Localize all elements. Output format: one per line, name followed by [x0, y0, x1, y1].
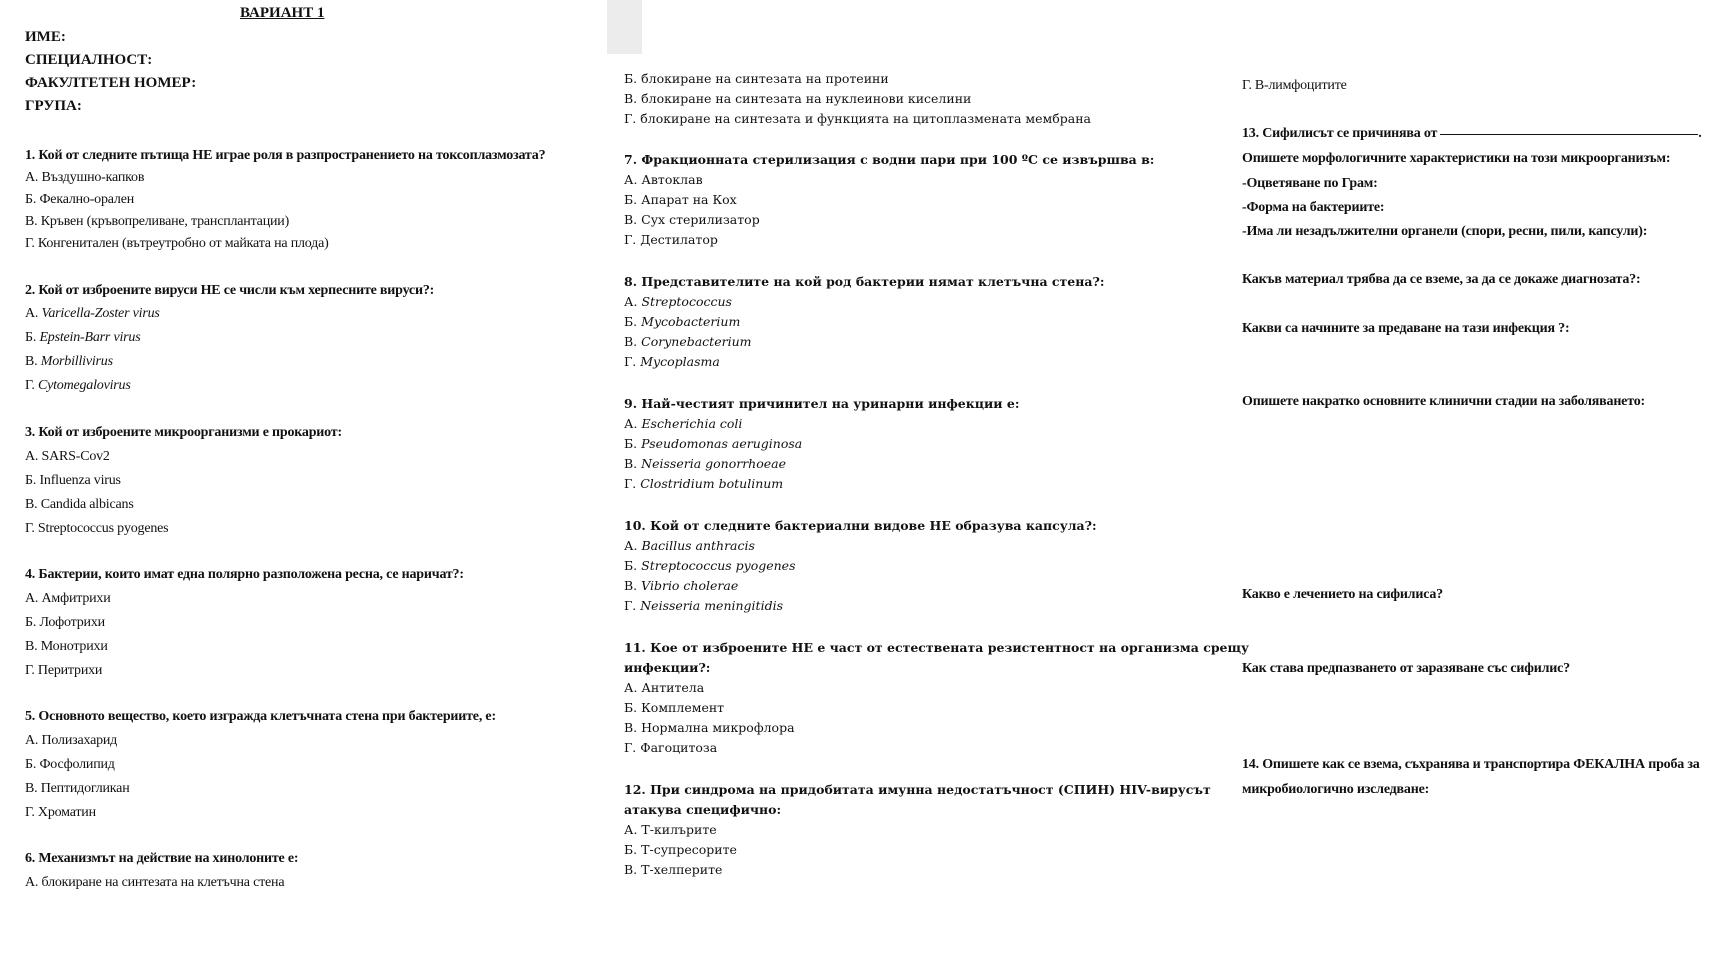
q2-option-b: Б. Epstein-Barr virus: [25, 330, 141, 345]
q1-option-d: Г. Конгенитален (вътреутробно от майката на плода): [25, 236, 329, 251]
q10-option-b: Б. Streptococcus pyogenes: [624, 558, 796, 573]
q7-option-b: Б. Апарат на Кох: [624, 192, 737, 207]
question-6: 6. Механизмът на действие на хинолоните е:: [25, 851, 299, 866]
q10-option-c: В. Vibrio cholerae: [624, 578, 739, 593]
question-1: 1. Кой от следните пътища НЕ играе роля в разпространението на токсоплазмозата?: [25, 148, 546, 163]
question-10: 10. Кой от следните бактериални видове НЕ образува капсула?:: [624, 518, 1097, 533]
q7-option-a: А. Автоклав: [624, 172, 703, 187]
q13-clinical-stages-prompt: Опишете накратко основните клинични стадии на заболяването:: [1242, 394, 1645, 409]
q13-material-prompt: Какъв материал трябва да се вземе, за да се докаже диагнозата?:: [1242, 272, 1641, 287]
q9-option-c: В. Neisseria gonorrhoeae: [624, 456, 786, 471]
q2-option-d: Г. Cytomegalovirus: [25, 378, 131, 393]
question-12-line-1: 12. При синдрома на придобитата имунна недостатъчност (СПИН) HIV-вирусът: [624, 782, 1211, 797]
specialty-field-label: СПЕЦИАЛНОСТ:: [25, 52, 153, 68]
q8-option-a: А. Streptococcus: [624, 294, 732, 309]
question-13: 13. Сифилисът се причинява от .: [1242, 126, 1702, 141]
q6-option-c: В. блокиране на синтезата на нуклеинови киселини: [624, 91, 972, 106]
question-14-line-2: микробиологично изследване:: [1242, 782, 1430, 797]
q4-option-c: В. Монотрихи: [25, 639, 108, 654]
q13-shape-prompt: -Форма на бактериите:: [1242, 200, 1385, 215]
q5-option-b: Б. Фосфолипид: [25, 757, 115, 772]
q1-option-c: В. Кръвен (кръвопреливане, трансплантации): [25, 214, 290, 229]
name-field-label: ИМЕ:: [25, 29, 66, 45]
q1-option-b: Б. Фекално-орален: [25, 192, 135, 207]
q11-option-c: В. Нормална микрофлора: [624, 720, 795, 735]
faculty-number-field-label: ФАКУЛТЕТЕН НОМЕР:: [25, 75, 197, 91]
q11-option-a: А. Антитела: [624, 680, 705, 695]
question-14-line-1: 14. Опишете как се взема, съхранява и транспортира ФЕКАЛНА проба за: [1242, 757, 1700, 772]
q13-gram-stain-prompt: -Оцветяване по Грам:: [1242, 176, 1378, 191]
q13-morphology-prompt: Опишете морфологичните характеристики на този микроорганизъм:: [1242, 151, 1671, 166]
q7-option-d: Г. Дестилатор: [624, 232, 718, 247]
q9-option-d: Г. Clostridium botulinum: [624, 476, 784, 491]
q13-organelles-prompt: -Има ли незадължителни органели (спори, ресни, пили, капсули):: [1242, 224, 1648, 239]
q6-option-b: Б. блокиране на синтезата на протеини: [624, 71, 889, 86]
question-3: 3. Кой от изброените микроорганизми е прокариот:: [25, 425, 342, 440]
q5-option-a: А. Полизахарид: [25, 733, 118, 748]
q2-option-a: А. Varicella-Zoster virus: [25, 306, 160, 321]
question-4: 4. Бактерии, които имат една полярно разположена ресна, се наричат?:: [25, 567, 464, 582]
q6-option-a: А. блокиране на синтезата на клетъчна стена: [25, 875, 285, 890]
q3-option-b: Б. Influenza virus: [25, 473, 121, 488]
q3-option-a: А. SARS-Cov2: [25, 449, 110, 464]
q13-prevention-prompt: Как става предпазването от заразяване със сифилис?: [1242, 661, 1570, 676]
question-8: 8. Представителите на кой род бактерии нямат клетъчна стена?:: [624, 274, 1105, 289]
q5-option-d: Г. Хроматин: [25, 805, 96, 820]
q3-option-d: Г. Streptococcus pyogenes: [25, 521, 169, 536]
q13-treatment-prompt: Какво е лечението на сифилиса?: [1242, 587, 1443, 602]
q12-option-a: А. Т-килърите: [624, 822, 717, 837]
q4-option-a: А. Амфитрихи: [25, 591, 111, 606]
q1-option-a: А. Въздушно-капков: [25, 170, 145, 185]
q8-option-d: Г. Mycoplasma: [624, 354, 720, 369]
q10-option-d: Г. Neisseria meningitidis: [624, 598, 783, 613]
question-11-line-2: инфекции?:: [624, 660, 711, 675]
question-12-line-2: атакува специфично:: [624, 802, 782, 817]
q5-option-c: В. Пептидогликан: [25, 781, 130, 796]
page-edge-block: [607, 0, 642, 54]
q12-option-b: Б. Т-супресорите: [624, 842, 737, 857]
group-field-label: ГРУПА:: [25, 98, 82, 114]
q4-option-d: Г. Перитрихи: [25, 663, 103, 678]
variant-title: ВАРИАНТ 1: [240, 5, 325, 21]
q13-transmission-prompt: Какви са начините за предаване на тази инфекция ?:: [1242, 321, 1570, 336]
q4-option-b: Б. Лофотрихи: [25, 615, 105, 630]
question-11-line-1: 11. Кое от изброените НЕ е част от естествената резистентност на организма срещу: [624, 640, 1250, 655]
q11-option-d: Г. Фагоцитоза: [624, 740, 718, 755]
question-7: 7. Фракционната стерилизация с водни пари при 100 ºC се извършва в:: [624, 152, 1155, 167]
q3-option-c: В. Candida albicans: [25, 497, 134, 512]
q8-option-c: В. Corynebacterium: [624, 334, 752, 349]
q11-option-b: Б. Комплемент: [624, 700, 725, 715]
q10-option-a: А. Bacillus anthracis: [624, 538, 755, 553]
question-9: 9. Най-честият причинител на уринарни инфекции е:: [624, 396, 1020, 411]
q12-option-c: В. Т-хелперите: [624, 862, 723, 877]
q2-option-c: В. Morbillivirus: [25, 354, 113, 369]
q9-option-b: Б. Pseudomonas aeruginosa: [624, 436, 803, 451]
question-2: 2. Кой от изброените вируси НЕ се числи към херпесните вируси?:: [25, 283, 435, 298]
q8-option-b: Б. Mycobacterium: [624, 314, 741, 329]
q9-option-a: А. Escherichia coli: [624, 416, 743, 431]
q6-option-d: Г. блокиране на синтезата и функцията на цитоплазмената мембрана: [624, 111, 1092, 126]
answer-blank-line: [1440, 134, 1698, 135]
question-5: 5. Основното вещество, което изгражда клетъчната стена при бактериите, е:: [25, 709, 496, 724]
q7-option-c: В. Сух стерилизатор: [624, 212, 760, 227]
q12-option-d: Г. В-лимфоцитите: [1242, 78, 1347, 93]
